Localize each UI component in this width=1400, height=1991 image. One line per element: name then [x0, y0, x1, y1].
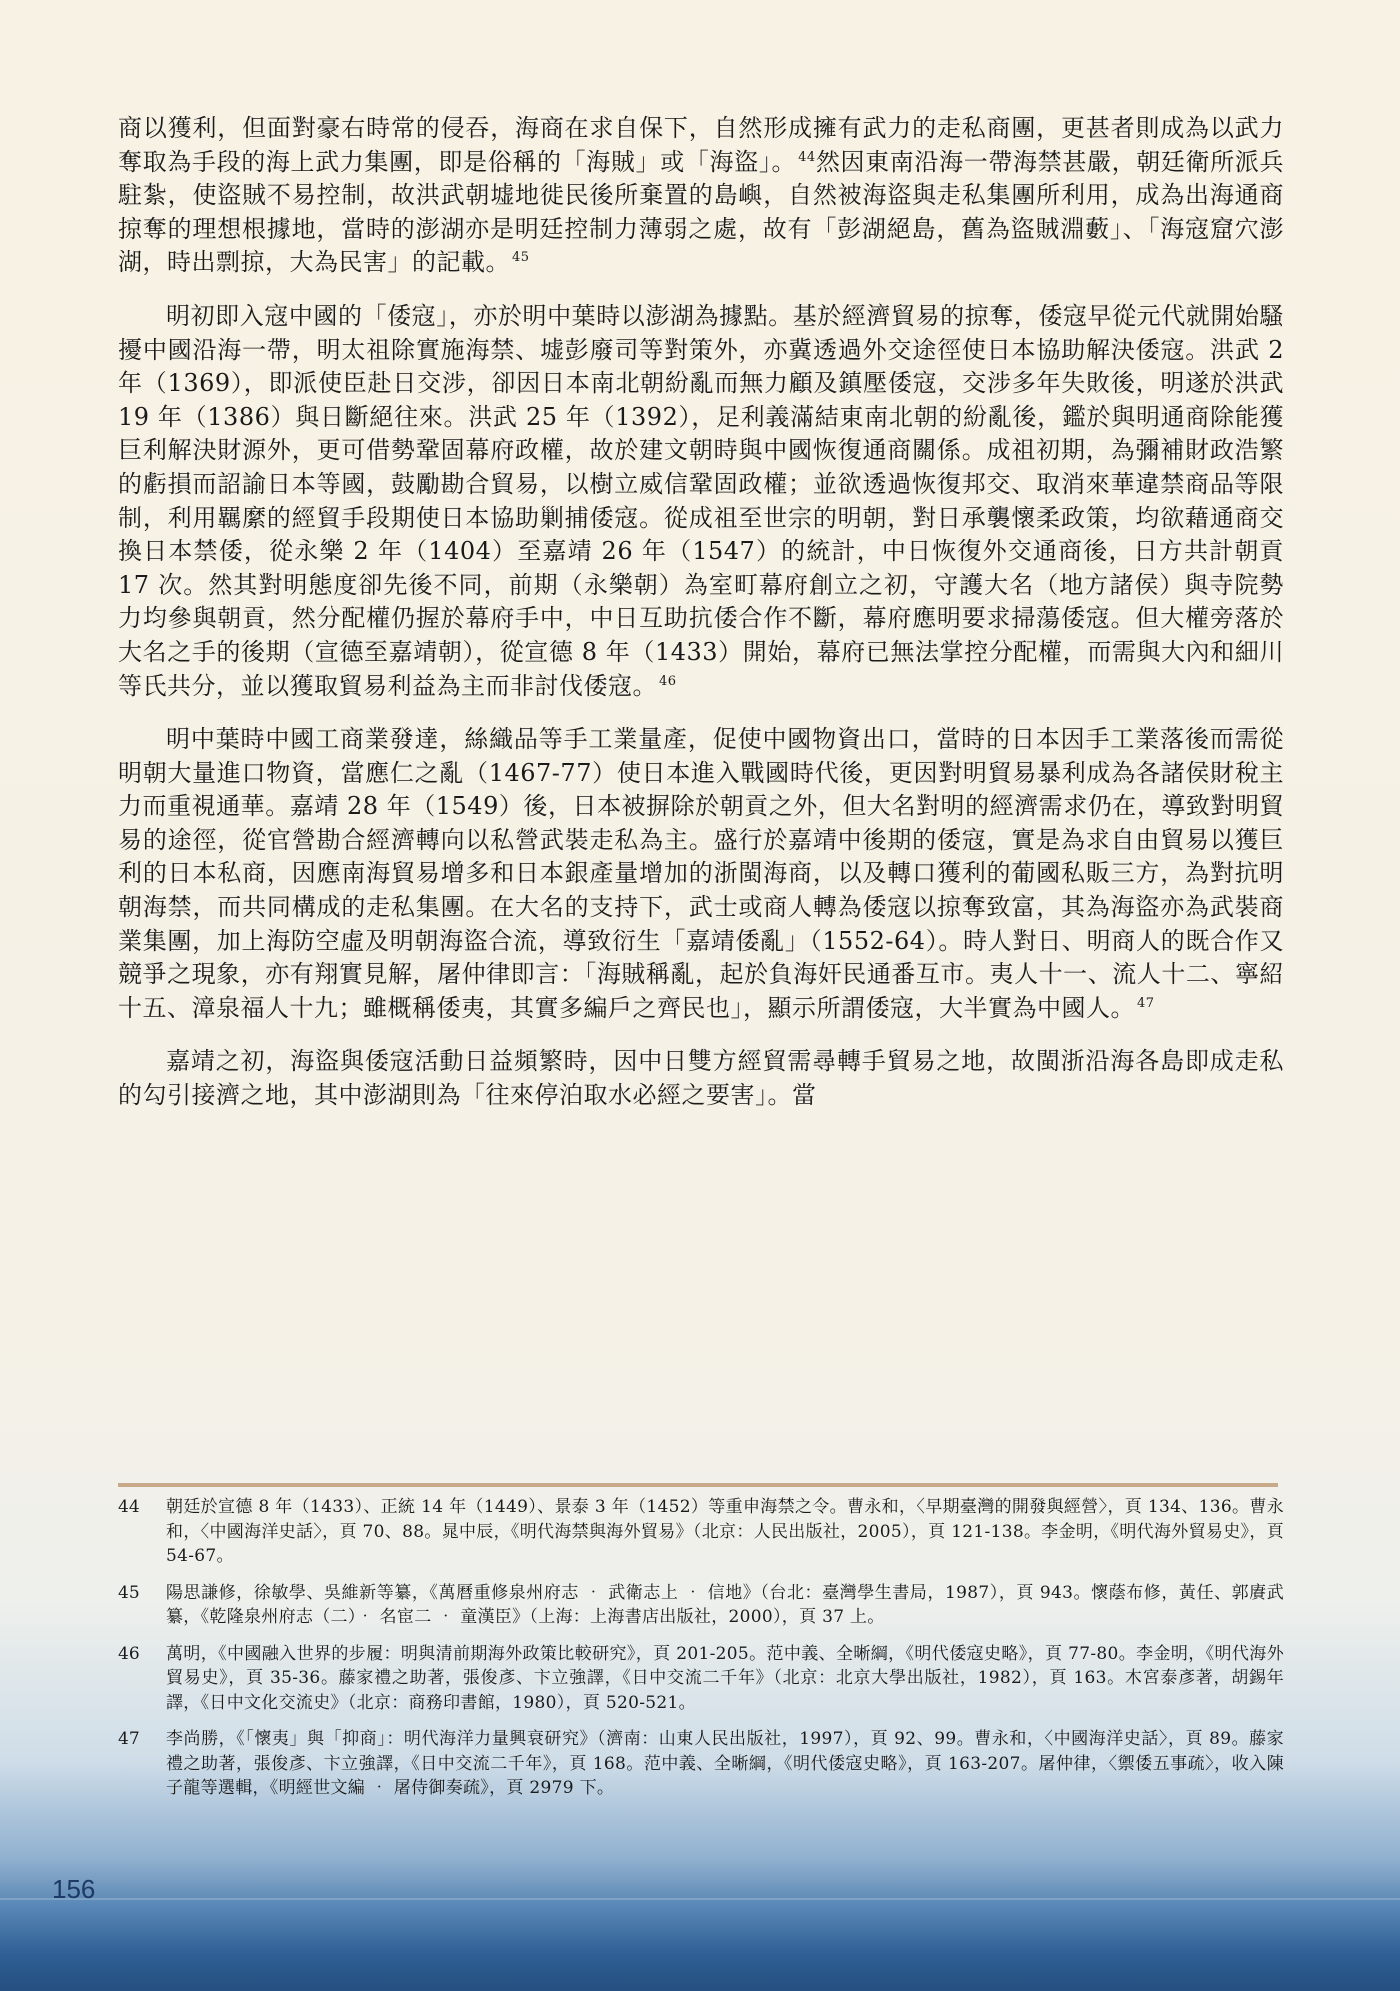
footnote-text: 陽思謙修，徐敏學、吳維新等纂，《萬曆重修泉州府志 ‧ 武衛志上 ‧ 信地》（台北：臺灣學生書局，1987），頁 943。懷蔭布修，黃任、郭賡武纂，《乾隆泉州府志（二）‧ 名宦二 ‧ 童漢臣》（上海：上海書店出版社，2000），頁 37 上。	[166, 1582, 1284, 1627]
paragraph-4: 嘉靖之初，海盜與倭寇活動日益頻繁時，因中日雙方經貿需尋轉手貿易之地，故閩浙沿海各島即成走私的勾引接濟之地，其中澎湖則為「往來停泊取水必經之要害」。當	[118, 1047, 1284, 1110]
footnote-47	[118, 1727, 1284, 1801]
footnote-45	[118, 1581, 1284, 1630]
footnote-ref-45[interactable]: 45	[512, 250, 530, 266]
sea-background	[0, 1900, 1400, 1991]
paragraph-2: 明初即入寇中國的「倭寇」，亦於明中葉時以澎湖為據點。基於經濟貿易的掠奪，倭寇早從元代就開始騷擾中國沿海一帶，明太祖除實施海禁、墟彭廢司等對策外，亦冀透過外交途徑使日本協助解決倭寇。洪武 2 年（1369），即派使臣赴日交涉，卻因日本南北朝紛亂而無力顧及鎮壓倭寇，交涉多年失敗後，明遂於洪武 19 年（1386）與日斷絕往來。洪武 25 年（1392），足利義滿結東南北朝的紛亂後，鑑於與明通商除能獲巨利解決財源外，更可借勢鞏固幕府政權，故於建文朝時與中國恢復通商關係。成祖初期，為彌補財政浩繁的虧損而詔諭日本等國，鼓勵勘合貿易，以樹立威信鞏固政權；並欲透過恢復邦交、取消來華違禁商品等限制，利用羈縻的經貿手段期使日本協助剿捕倭寇。從成祖至世宗的明朝，對日承襲懷柔政策，均欲藉通商交換日本禁倭，從永樂 2 年（1404）至嘉靖 26 年（1547）的統計，中日恢復外交通商後，日方共計朝貢 17 次。然其對明態度卻先後不同，前期（永樂朝）為室町幕府創立之初，守護大名（地方諸侯）與寺院勢力均參與朝貢，然分配權仍握於幕府手中，中日互助抗倭合作不斷，幕府應明要求掃蕩倭寇。但大權旁落於大名之手的後期（宣德至嘉靖朝），從宣德 8 年（1433）開始，幕府已無法掌控分配權，而需與大內和細川等氏共分，並以獲取貿易利益為主而非討伐倭寇。 $^{46}$	[118, 301, 1284, 700]
footnote-number: 47	[118, 1729, 140, 1749]
page-number: 156	[52, 1874, 96, 1904]
footnote-46	[118, 1642, 1284, 1716]
footnotes	[118, 1495, 1284, 1813]
paragraph-1: 商以獲利，但面對豪右時常的侵吞，海商在求自保下，自然形成擁有武力的走私商團，更甚者則成為以武力奪取為手段的海上武力集團，即是俗稱的「海賊」或「海盜」。 $^{44}$然因東南沿海一帶海禁甚嚴，朝廷衛所派兵駐紮，使盜賊不易控制，故洪武朝墟地徙民後所棄置的島嶼，自然被海盜與走私集團所利用，成為出海通商掠奪的理想根據地，當時的澎湖亦是明廷控制力薄弱之處，故有「彭湖絕島，舊為盜賊淵藪」、「海寇窟穴澎湖，時出剽掠，大為民害」的記載。 $^{45}$	[118, 114, 1284, 277]
footnote-ref-47[interactable]: 47	[1137, 995, 1155, 1011]
footnote-number: 44	[118, 1497, 140, 1517]
footnote-text: 朝廷於宣德 8 年（1433）、正統 14 年（1449）、景泰 3 年（1452）等重申海禁之令。曹永和，〈早期臺灣的開發與經營〉，頁 134、136。曹永和，〈中國海洋史話〉，頁 70、88。晁中辰，《明代海禁與海外貿易》（北京：人民出版社，2005），頁 121-138。李金明，《明代海外貿易史》，頁 54-67。	[166, 1497, 1284, 1566]
footnote-44	[118, 1495, 1284, 1569]
footnote-text: 李尚勝，《「懷夷」與「抑商」：明代海洋力量興衰研究》（濟南：山東人民出版社，1997），頁 92、99。曹永和，〈中國海洋史話〉，頁 89。藤家禮之助著，張俊彥、卞立強譯，《日中交流二千年》，頁 168。范中義、全晰綱，《明代倭寇史略》，頁 163-207。屠仲律，〈禦倭五事疏〉，收入陳子龍等選輯，《明經世文編 ‧ 屠侍御奏疏》，頁 2979 下。	[166, 1729, 1284, 1798]
paragraph-3: 明中葉時中國工商業發達，絲織品等手工業量產，促使中國物資出口，當時的日本因手工業落後而需從明朝大量進口物資，當應仁之亂（1467-77）使日本進入戰國時代後，更因對明貿易暴利成為各諸侯財稅主力而重視通華。嘉靖 28 年（1549）後，日本被摒除於朝貢之外，但大名對明的經濟需求仍在，導致對明貿易的途徑，從官營勘合經濟轉向以私營武裝走私為主。盛行於嘉靖中後期的倭寇，實是為求自由貿易以獲巨利的日本私商，因應南海貿易增多和日本銀產量增加的浙閩海商，以及轉口獲利的葡國私販三方，為對抗明朝海禁，而共同構成的走私集團。在大名的支持下，武士或商人轉為倭寇以掠奪致富，其為海盜亦為武裝商業集團，加上海防空虛及明朝海盜合流，導致衍生「嘉靖倭亂」（1552-64）。時人對日、明商人的既合作又競爭之現象，亦有翔實見解，屠仲律即言：「海賊稱亂，起於負海奸民通番互市。夷人十一、流人十二、寧紹十五、漳泉福人十九；雖概稱倭夷，其實多編戶之齊民也」，顯示所謂倭寇，大半實為中國人。 $^{47}$	[118, 725, 1284, 1022]
footnote-ref-46[interactable]: 46	[659, 673, 677, 689]
footnote-number: 45	[118, 1582, 140, 1603]
footnote-number: 46	[118, 1643, 140, 1664]
main-text	[118, 112, 1284, 1133]
footnote-text: 萬明，《中國融入世界的步履：明與清前期海外政策比較研究》，頁 201-205。范中義、全晰綱，《明代倭寇史略》，頁 77-80。李金明，《明代海外貿易史》，頁 35-36。藤家禮之助著，張俊彥、卞立強譯，《日中交流二千年》（北京：北京大學出版社，1982），頁 163。木宮泰彥著，胡錫年譯，《日中文化交流史》（北京：商務印書館，1980），頁 520-521。	[166, 1643, 1284, 1713]
footnote-ref-44[interactable]: 44	[798, 149, 816, 165]
footnote-divider	[118, 1483, 1278, 1487]
